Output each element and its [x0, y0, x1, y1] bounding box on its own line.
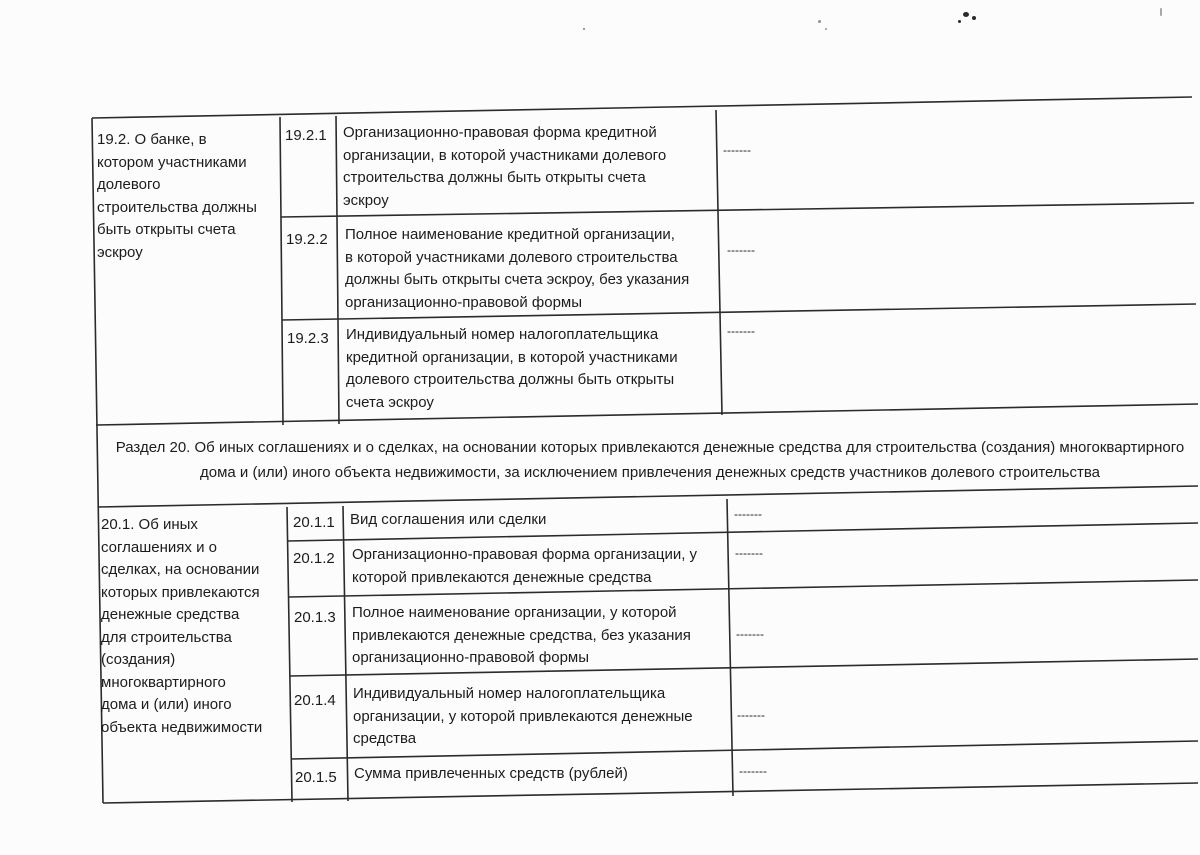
row-number-20-1-2: 20.1.2 [293, 550, 335, 567]
row-label-20-1-2: Организационно-правовая форма организации, у которой привлекаются денежные средства [352, 546, 698, 586]
row-label-20-1-3: Полное наименование организации, у которой привлекаются денежные средства, без указания организационно-правовой формы [352, 604, 691, 666]
row-number-19-2-2: 19.2.2 [286, 231, 328, 248]
row-label-20-1-5: Сумма привлеченных средств (рублей) [354, 765, 628, 782]
row-value-19-2-1: ------- [723, 143, 751, 157]
row-label-19-2-3: Индивидуальный номер налогоплательщика кредитной организации, в которой участниками долевого строительства должны быть открыты счета эскроу [346, 326, 678, 411]
section-20-1-title: 20.1. Об иных соглашениях и о сделках, на основании которых привлекаются денежные средства для строительства (создания) многоквартирного дома и (или) иного объекта недвижимости [101, 516, 263, 736]
row-number-20-1-1: 20.1.1 [293, 514, 335, 531]
row-label-19-2-1: Организационно-правовая форма кредитной организации, в которой участниками долевого строительства должны быть открыты счета эскроу [343, 124, 667, 209]
row-label-19-2-2: Полное наименование кредитной организации, в которой участниками долевого строительства должны быть открыты счета эскроу, без указания организационно-правовой формы [345, 226, 690, 311]
row-label-20-1-1: Вид соглашения или сделки [350, 511, 547, 528]
section-19-2-title: 19.2. О банке, в котором участниками долевого строительства должны быть открыты счета эскроу [97, 131, 257, 261]
row-value-19-2-2: ------- [727, 243, 755, 257]
row-number-20-1-5: 20.1.5 [295, 769, 337, 786]
row-number-20-1-3: 20.1.3 [294, 609, 336, 626]
row-value-20-1-2: ------- [735, 546, 763, 560]
row-value-20-1-3: ------- [736, 627, 764, 641]
row-number-20-1-4: 20.1.4 [294, 692, 336, 709]
row-label-20-1-4: Индивидуальный номер налогоплательщика организации, у которой привлекаются денежные средства [353, 685, 693, 747]
section-20-header: Раздел 20. Об иных соглашениях и о сделках, на основании которых привлекаются денежные средства для строительства (создания) многоквартирного дома и (или) иного объекта недвижимости, за исключением привлечения денежных средств участников долевого строительства [115, 439, 1185, 481]
row-value-19-2-3: ------- [727, 324, 755, 338]
row-value-20-1-5: ------- [739, 764, 767, 778]
row-value-20-1-1: ------- [734, 507, 762, 521]
row-number-19-2-1: 19.2.1 [285, 127, 327, 144]
row-number-19-2-3: 19.2.3 [287, 330, 329, 347]
row-value-20-1-4: ------- [737, 708, 765, 722]
